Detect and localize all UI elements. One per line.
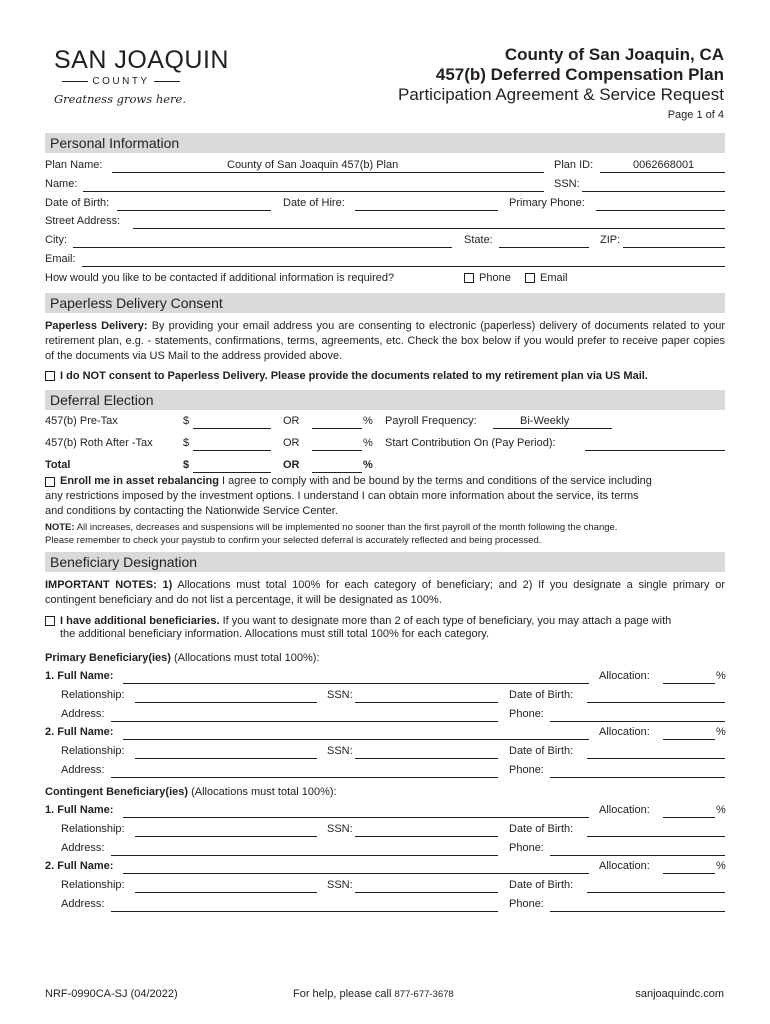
roth-dollar: $: [183, 437, 190, 449]
primary-1-phone-label: Phone:: [509, 708, 544, 720]
pretax-percent-field[interactable]: [312, 427, 362, 429]
rebalancing-checkbox[interactable]: [45, 477, 55, 487]
total-amount-field[interactable]: [193, 471, 271, 473]
total-percent-field[interactable]: [312, 471, 362, 473]
primary-1-ssn-label: SSN:: [327, 689, 353, 701]
ssn-label: SSN:: [554, 178, 580, 190]
contingent-1-address-field[interactable]: [111, 854, 498, 856]
primary-1-dob-field[interactable]: [587, 701, 725, 703]
pretax-amount-field[interactable]: [193, 427, 271, 429]
primary-1-dob-label: Date of Birth:: [509, 689, 574, 701]
name-field[interactable]: [83, 190, 544, 192]
header-title: County of San Joaquin, CA: [504, 45, 724, 64]
plan-name-label: Plan Name:: [45, 159, 103, 171]
contingent-1-phone-label: Phone:: [509, 842, 544, 854]
help-line: For help, please call 877-677-3678: [293, 988, 454, 1000]
start-contribution-label: Start Contribution On (Pay Period):: [385, 437, 556, 449]
contingent-2-allocation-label: Allocation:: [599, 860, 650, 872]
additional-beneficiaries-line2: the additional beneficiary information. Allocations must still total 100% for each category.: [60, 628, 490, 640]
roth-amount-field[interactable]: [193, 449, 271, 451]
primary-1-phone-field[interactable]: [550, 720, 725, 722]
section-personal-information: Personal Information: [45, 133, 725, 153]
city-field[interactable]: [73, 246, 452, 248]
primary-phone-label: Primary Phone:: [509, 197, 585, 209]
primary-2-ssn-field[interactable]: [355, 757, 498, 759]
paperless-optout-text: I do NOT consent to Paperless Delivery. Please provide the documents related to my retirement plan via US Mail.: [60, 370, 648, 382]
primary-1-address-field[interactable]: [111, 720, 498, 722]
county-logo-tagline: Greatness grows here.: [54, 92, 186, 106]
primary-1-allocation-field[interactable]: [663, 682, 715, 684]
primary-2-dob-label: Date of Birth:: [509, 745, 574, 757]
plan-name-value: County of San Joaquin 457(b) Plan: [227, 159, 399, 171]
note-line2: Please remember to check your paystub to confirm your selected deferral is accurately reflected and being processed.: [45, 535, 542, 546]
primary-1-full-name-label: 1. Full Name:: [45, 670, 114, 682]
primary-2-full-name-label: 2. Full Name:: [45, 726, 114, 738]
pretax-percent-sign: %: [363, 415, 373, 427]
plan-id-value: 0062668001: [633, 159, 695, 171]
contingent-1-full-name-label: 1. Full Name:: [45, 804, 114, 816]
email-field[interactable]: [82, 265, 725, 267]
contingent-1-allocation-percent: %: [716, 804, 726, 816]
primary-2-dob-field[interactable]: [587, 757, 725, 759]
primary-2-phone-label: Phone:: [509, 764, 544, 776]
contingent-1-dob-label: Date of Birth:: [509, 823, 574, 835]
total-label: Total: [45, 459, 71, 471]
contingent-2-ssn-field[interactable]: [355, 891, 498, 893]
primary-2-allocation-label: Allocation:: [599, 726, 650, 738]
contingent-1-phone-field[interactable]: [550, 854, 725, 856]
primary-2-address-field[interactable]: [111, 776, 498, 778]
paperless-paragraph: Paperless Delivery: By providing your email address you are consenting to electronic (paperless) delivery of documents related to your retirement plan, e.g. - statements, confirmations, terms, agreements, etc. Check the box below if you would prefer to receive paper copies of the documents via US Mail to the address provided above.: [45, 320, 726, 362]
doh-field[interactable]: [355, 209, 498, 211]
state-label: State:: [464, 234, 493, 246]
contingent-2-phone-label: Phone:: [509, 898, 544, 910]
contingent-2-allocation-field[interactable]: [663, 872, 715, 874]
contact-phone-checkbox[interactable]: [464, 273, 474, 283]
primary-1-relationship-field[interactable]: [135, 701, 317, 703]
dob-field[interactable]: [117, 209, 271, 211]
form-id: NRF-0990CA-SJ (04/2022): [45, 988, 178, 1000]
important-notes: IMPORTANT NOTES: 1) Allocations must total 100% for each category of beneficiary; and 2) If you designate a single primary or contingent beneficiary and do not list a percentage, it will be designated as 100%.: [45, 579, 726, 606]
county-logo-wordmark: SAN JOAQUIN: [54, 46, 229, 74]
primary-2-relationship-field[interactable]: [135, 757, 317, 759]
email-label: Email:: [45, 253, 76, 265]
contingent-2-relationship-label: Relationship:: [61, 879, 125, 891]
contingent-2-address-label: Address:: [61, 898, 105, 910]
additional-beneficiaries-line1: I have additional beneficiaries. If you want to designate more than 2 of each type of beneficiary, you may attach a page with: [60, 615, 672, 627]
section-paperless-delivery: Paperless Delivery Consent: [45, 293, 725, 313]
ssn-field[interactable]: [582, 190, 725, 192]
primary-1-allocation-percent: %: [716, 670, 726, 682]
contingent-1-full-name-field[interactable]: [123, 816, 589, 818]
pretax-dollar: $: [183, 415, 190, 427]
contingent-2-full-name-field[interactable]: [123, 872, 589, 874]
contact-question: How would you like to be contacted if additional information is required?: [45, 272, 395, 284]
roth-or: OR: [283, 437, 300, 449]
payroll-frequency-field[interactable]: [493, 427, 612, 429]
total-dollar: $: [183, 459, 190, 471]
primary-beneficiaries-heading: Primary Beneficiary(ies) (Allocations must total 100%):: [45, 652, 320, 664]
street-label: Street Address:: [45, 215, 121, 227]
zip-label: ZIP:: [600, 234, 621, 246]
contingent-1-relationship-field[interactable]: [135, 835, 317, 837]
contingent-1-ssn-label: SSN:: [327, 823, 353, 835]
primary-2-relationship-label: Relationship:: [61, 745, 125, 757]
contingent-2-full-name-label: 2. Full Name:: [45, 860, 114, 872]
payroll-frequency-label: Payroll Frequency:: [385, 415, 477, 427]
plan-id-field[interactable]: [600, 171, 725, 173]
roth-percent-field[interactable]: [312, 449, 362, 451]
plan-id-label: Plan ID:: [554, 159, 594, 171]
plan-name-field[interactable]: [112, 171, 544, 173]
primary-1-address-label: Address:: [61, 708, 105, 720]
primary-2-full-name-field[interactable]: [123, 738, 589, 740]
rebalancing-line3: and conditions by contacting the Nationwide Service Center.: [45, 505, 338, 517]
contingent-1-dob-field[interactable]: [587, 835, 725, 837]
contingent-2-relationship-field[interactable]: [135, 891, 317, 893]
contingent-2-address-field[interactable]: [111, 910, 498, 912]
contingent-1-relationship-label: Relationship:: [61, 823, 125, 835]
zip-field[interactable]: [623, 246, 725, 248]
header-subtitle: Participation Agreement & Service Request: [397, 85, 724, 104]
contingent-2-phone-field[interactable]: [550, 910, 725, 912]
primary-1-relationship-label: Relationship:: [61, 689, 125, 701]
primary-2-allocation-field[interactable]: [663, 738, 715, 740]
total-percent-sign: %: [363, 459, 373, 471]
contingent-beneficiaries-heading: Contingent Beneficiary(ies) (Allocations must total 100%):: [45, 786, 337, 798]
section-beneficiary-designation: Beneficiary Designation: [45, 552, 725, 572]
total-or: OR: [283, 459, 300, 471]
page-number: Page 1 of 4: [667, 109, 724, 121]
note-line1: NOTE: All increases, decreases and suspensions will be implemented no sooner than the first payroll of the month following the change.: [45, 522, 618, 533]
contingent-1-address-label: Address:: [61, 842, 105, 854]
contingent-2-dob-field[interactable]: [587, 891, 725, 893]
primary-1-allocation-label: Allocation:: [599, 670, 650, 682]
primary-2-allocation-percent: %: [716, 726, 726, 738]
pretax-label: 457(b) Pre-Tax: [45, 415, 118, 427]
primary-2-ssn-label: SSN:: [327, 745, 353, 757]
dob-label: Date of Birth:: [45, 197, 110, 209]
contingent-2-allocation-percent: %: [716, 860, 726, 872]
section-deferral-election: Deferral Election: [45, 390, 725, 410]
payroll-frequency-value: Bi-Weekly: [520, 415, 570, 427]
contingent-2-dob-label: Date of Birth:: [509, 879, 574, 891]
contact-email-checkbox[interactable]: [525, 273, 535, 283]
header-plan: 457(b) Deferred Compensation Plan: [435, 65, 724, 84]
website-link[interactable]: sanjoaquindc.com: [635, 988, 724, 1000]
name-label: Name:: [45, 178, 78, 190]
county-logo-subtitle: COUNTY: [54, 76, 188, 87]
rebalancing-line1: Enroll me in asset rebalancing I agree to comply with and be bound by the terms and conditions of the service including: [60, 475, 652, 487]
paperless-optout-checkbox[interactable]: [45, 371, 55, 381]
rebalancing-line2: any restrictions imposed by the investment options. I understand I can obtain more information about the service, its terms: [45, 490, 639, 502]
contingent-1-ssn-field[interactable]: [355, 835, 498, 837]
state-field[interactable]: [499, 246, 589, 248]
doh-label: Date of Hire:: [283, 197, 345, 209]
street-field[interactable]: [133, 227, 725, 229]
roth-percent-sign: %: [363, 437, 373, 449]
pretax-or: OR: [283, 415, 300, 427]
roth-label: 457(b) Roth After -Tax: [45, 437, 153, 449]
contingent-1-allocation-label: Allocation:: [599, 804, 650, 816]
contact-phone-label: Phone: [479, 272, 511, 284]
primary-phone-field[interactable]: [596, 209, 725, 211]
contingent-2-ssn-label: SSN:: [327, 879, 353, 891]
start-contribution-field[interactable]: [585, 449, 725, 451]
additional-beneficiaries-checkbox[interactable]: [45, 616, 55, 626]
primary-2-phone-field[interactable]: [550, 776, 725, 778]
city-label: City:: [45, 234, 67, 246]
contingent-1-allocation-field[interactable]: [663, 816, 715, 818]
primary-1-full-name-field[interactable]: [123, 682, 589, 684]
contact-email-label: Email: [540, 272, 568, 284]
primary-1-ssn-field[interactable]: [355, 701, 498, 703]
primary-2-address-label: Address:: [61, 764, 105, 776]
